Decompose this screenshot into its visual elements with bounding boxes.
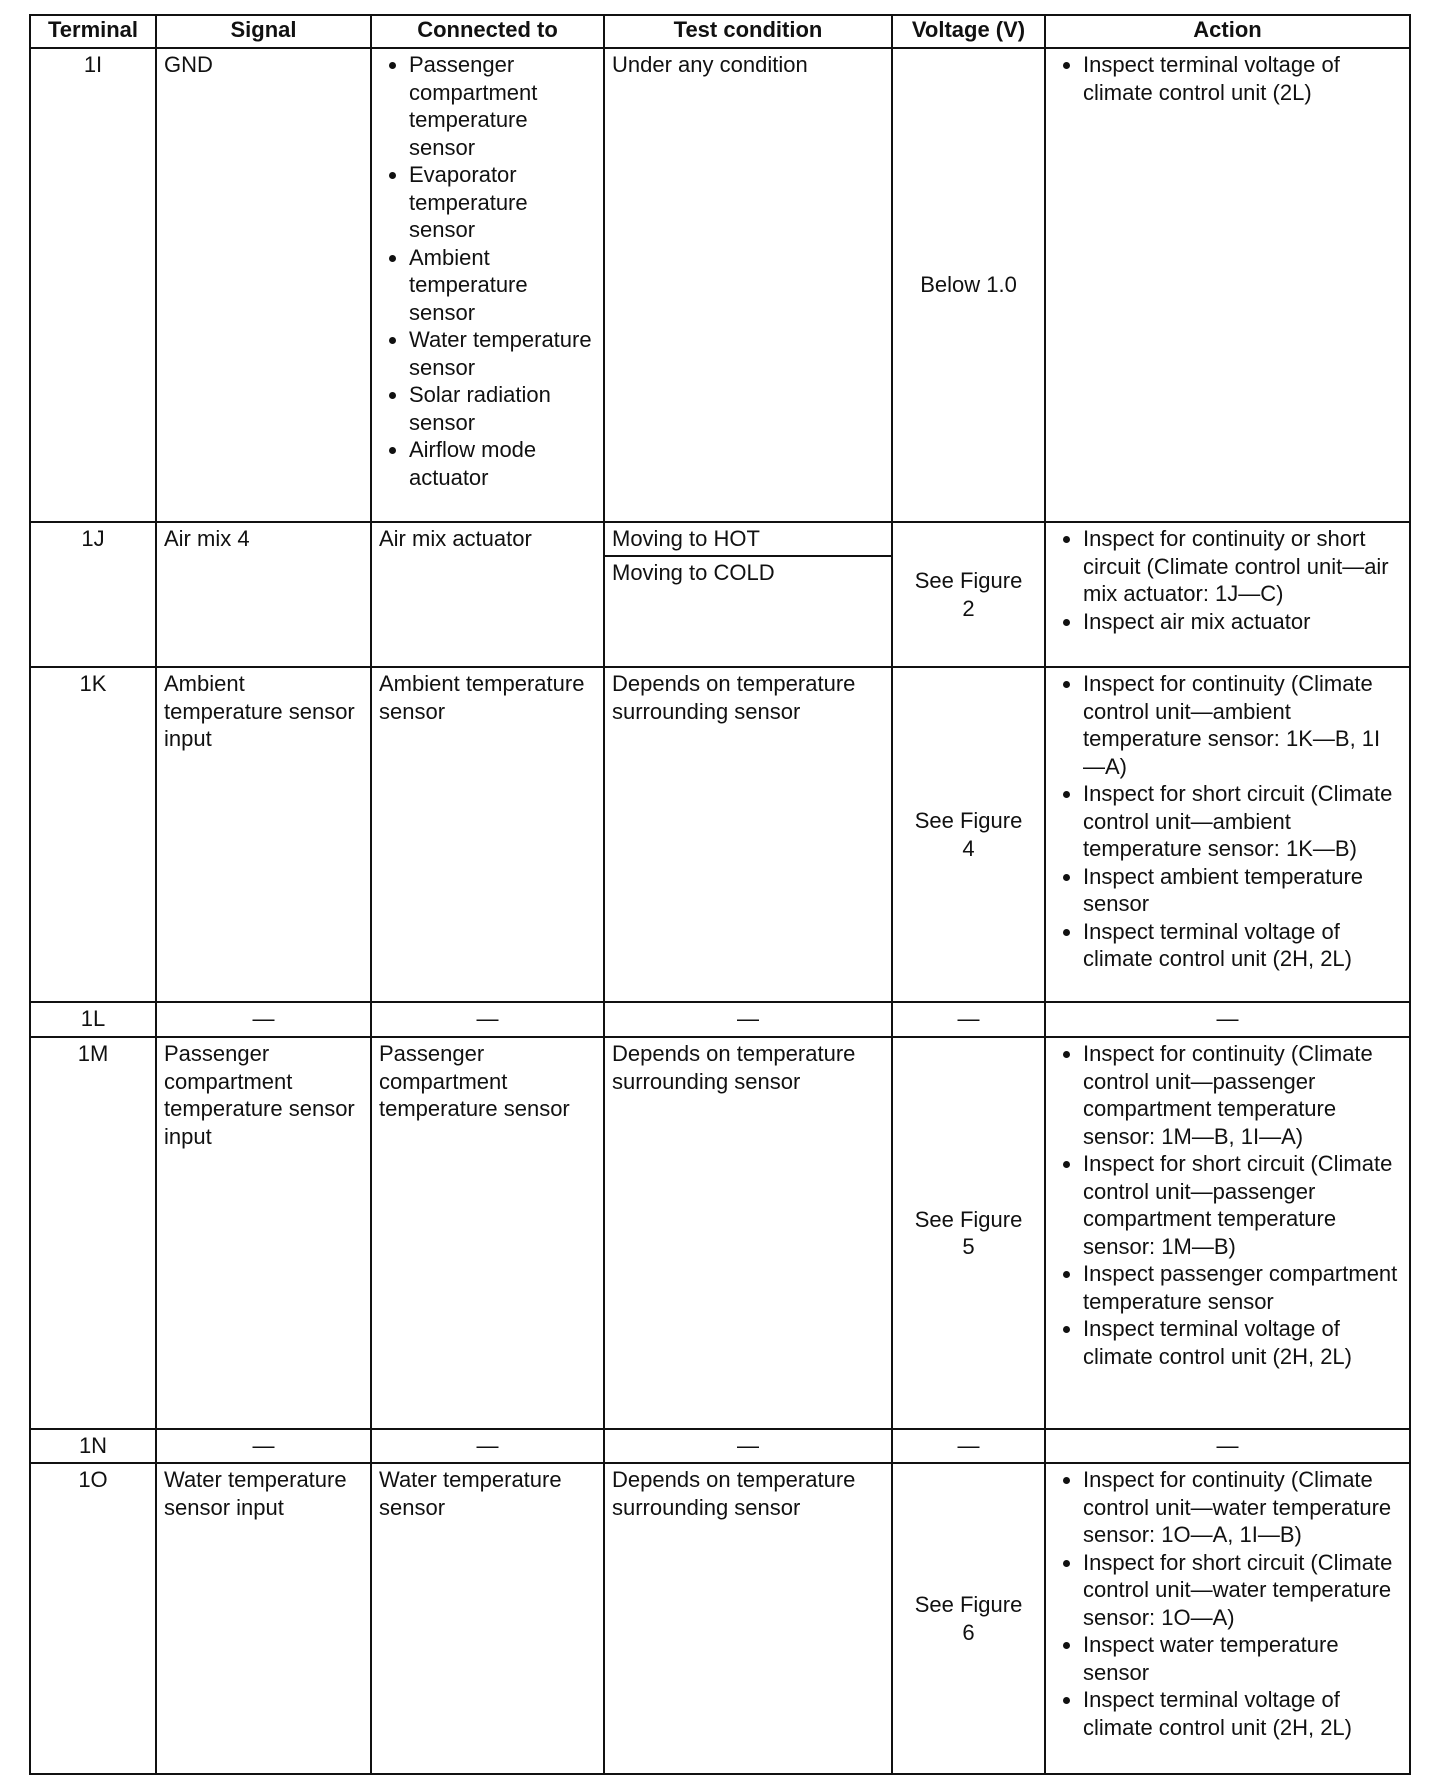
header-terminal: Terminal: [30, 15, 156, 48]
cell-text: —: [252, 1006, 275, 1031]
voltage-value: —: [957, 1006, 980, 1031]
cell-text: —: [252, 1433, 275, 1458]
list-item: • Inspect air mix actuator: [1083, 608, 1402, 636]
signal-cell: [156, 1429, 371, 1463]
cell-text: 1I: [83, 52, 103, 77]
voltage-cell: [892, 522, 1045, 667]
cell-text: Water temperature sensor: [379, 1467, 562, 1520]
cell-text: 1N: [78, 1433, 108, 1458]
cell-text: 1L: [80, 1006, 106, 1031]
test-condition-cell: [604, 522, 892, 667]
cell-text: —: [476, 1006, 499, 1031]
cell-text: Air mix 4: [164, 526, 250, 551]
voltage-value: —: [957, 1433, 980, 1458]
signal-cell: [156, 48, 371, 522]
connected-to-cell: [371, 48, 604, 522]
cell-text: 1K: [79, 671, 107, 696]
voltage-value: See Figure 2: [914, 568, 1023, 621]
list-item: • Solar radiation sensor: [409, 381, 596, 436]
action-cell: [1045, 1002, 1410, 1037]
voltage-value: See Figure 6: [914, 1592, 1023, 1645]
signal-cell: [156, 1002, 371, 1037]
test-condition: Depends on temperature surrounding sensor: [612, 671, 856, 724]
table-row: [30, 1002, 1410, 1037]
signal-cell: [156, 1037, 371, 1429]
connected-to-cell: [371, 667, 604, 1002]
cell-text: Passenger compartment temperature sensor: [379, 1041, 570, 1121]
voltage-cell: [892, 48, 1045, 522]
connected-to-cell: [371, 1037, 604, 1429]
table-row: [30, 1463, 1410, 1774]
voltage-value: See Figure 5: [914, 1206, 1023, 1259]
list-item: • Inspect passenger compartment temperature sensor: [1083, 1260, 1402, 1315]
test-condition: Depends on temperature surrounding sensor: [612, 1467, 856, 1520]
test-condition-cell: [604, 1429, 892, 1463]
test-condition-cell: [604, 1463, 892, 1774]
voltage-cell: [892, 1429, 1045, 1463]
cell-text: GND: [164, 52, 213, 77]
header-signal: Signal: [156, 15, 371, 48]
table-row: [30, 1429, 1410, 1463]
terminal-cell: [30, 1463, 156, 1774]
cell-text: —: [1216, 1006, 1239, 1031]
list-item: • Inspect for continuity or short circuit (Climate control unit—air mix actuator: 1J—C): [1083, 525, 1402, 608]
action-cell: [1045, 1463, 1410, 1774]
action-cell: [1045, 1429, 1410, 1463]
terminal-cell: [30, 667, 156, 1002]
cell-text: Passenger compartment temperature sensor input: [164, 1041, 355, 1149]
action-cell: [1045, 522, 1410, 667]
bullet-list: [1053, 525, 1402, 635]
cell-text: Ambient temperature sensor input: [164, 671, 355, 751]
test-condition-cell: [604, 48, 892, 522]
list-item: • Inspect for short circuit (Climate control unit—ambient temperature sensor: 1K—B): [1083, 780, 1402, 863]
list-item: • Inspect for short circuit (Climate control unit—passenger compartment temperature sensor: 1M—B): [1083, 1150, 1402, 1260]
terminal-cell: [30, 1002, 156, 1037]
header-test-condition: Test condition: [604, 15, 892, 48]
test-condition: Depends on temperature surrounding sensor: [612, 1041, 856, 1094]
signal-cell: [156, 667, 371, 1002]
terminal-cell: [30, 48, 156, 522]
list-item: • Inspect terminal voltage of climate control unit (2H, 2L): [1083, 918, 1402, 973]
cell-text: Water temperature sensor input: [164, 1467, 347, 1520]
cell-text: —: [1216, 1433, 1239, 1458]
terminal-cell: [30, 1429, 156, 1463]
list-item: • Inspect for continuity (Climate control unit—passenger compartment temperature sensor: 1M—B, 1I—A): [1083, 1040, 1402, 1150]
signal-cell: [156, 522, 371, 667]
list-item: • Inspect terminal voltage of climate control unit (2H, 2L): [1083, 1686, 1402, 1741]
voltage-cell: [892, 667, 1045, 1002]
header-action: Action: [1045, 15, 1410, 48]
test-condition: —: [737, 1006, 759, 1031]
list-item: • Inspect terminal voltage of climate control unit (2H, 2L): [1083, 1315, 1402, 1370]
voltage-value: Below 1.0: [920, 272, 1017, 298]
table-row: [30, 522, 1410, 667]
list-item: • Inspect water temperature sensor: [1083, 1631, 1402, 1686]
cell-text: 1O: [78, 1467, 108, 1492]
test-condition: Moving to HOT: [612, 526, 760, 551]
test-condition: Under any condition: [612, 52, 808, 77]
table-row: [30, 48, 1410, 522]
list-item: • Ambient temperature sensor: [409, 244, 596, 327]
connected-to-cell: [371, 1429, 604, 1463]
table-row: [30, 667, 1410, 1002]
cell-text: Air mix actuator: [379, 526, 532, 551]
voltage-cell: [892, 1463, 1045, 1774]
connected-to-cell: [371, 1002, 604, 1037]
list-item: • Passenger compartment temperature sensor: [409, 51, 596, 161]
voltage-value: See Figure 4: [914, 808, 1023, 861]
bullet-list: [1053, 51, 1402, 106]
action-cell: [1045, 48, 1410, 522]
list-item: • Airflow mode actuator: [409, 436, 596, 491]
test-condition-cell: [604, 1002, 892, 1037]
list-item: • Inspect terminal voltage of climate control unit (2L): [1083, 51, 1402, 106]
header-connected-to: Connected to: [371, 15, 604, 48]
signal-cell: [156, 1463, 371, 1774]
test-condition: —: [737, 1433, 759, 1458]
connected-to-cell: [371, 522, 604, 667]
list-item: • Inspect for short circuit (Climate control unit—water temperature sensor: 1O—A): [1083, 1549, 1402, 1632]
header-voltage: Voltage (V): [892, 15, 1045, 48]
bullet-list: [1053, 1040, 1402, 1370]
action-cell: [1045, 1037, 1410, 1429]
header-row: [30, 15, 1410, 48]
bullet-list: [379, 51, 596, 491]
terminal-cell: [30, 1037, 156, 1429]
action-cell: [1045, 667, 1410, 1002]
list-item: • Water temperature sensor: [409, 326, 596, 381]
connected-to-cell: [371, 1463, 604, 1774]
list-item: • Inspect for continuity (Climate control unit—ambient temperature sensor: 1K—B, 1I—A): [1083, 670, 1402, 780]
test-condition-cell: [604, 667, 892, 1002]
cell-text: —: [476, 1433, 499, 1458]
cell-text: 1J: [81, 526, 105, 551]
voltage-cell: [892, 1002, 1045, 1037]
table-row: [30, 1037, 1410, 1429]
terminal-cell: [30, 522, 156, 667]
bullet-list: [1053, 1466, 1402, 1741]
list-item: • Inspect for continuity (Climate control unit—water temperature sensor: 1O—A, 1I—B): [1083, 1466, 1402, 1549]
list-item: • Evaporator temperature sensor: [409, 161, 596, 244]
list-item: • Inspect ambient temperature sensor: [1083, 863, 1402, 918]
voltage-cell: [892, 1037, 1045, 1429]
cell-text: 1M: [77, 1041, 109, 1066]
test-condition-cell: [604, 1037, 892, 1429]
test-condition: Moving to COLD: [605, 555, 891, 589]
cell-text: Ambient temperature sensor: [379, 671, 585, 724]
bullet-list: [1053, 670, 1402, 973]
terminal-table: [29, 14, 1411, 1775]
